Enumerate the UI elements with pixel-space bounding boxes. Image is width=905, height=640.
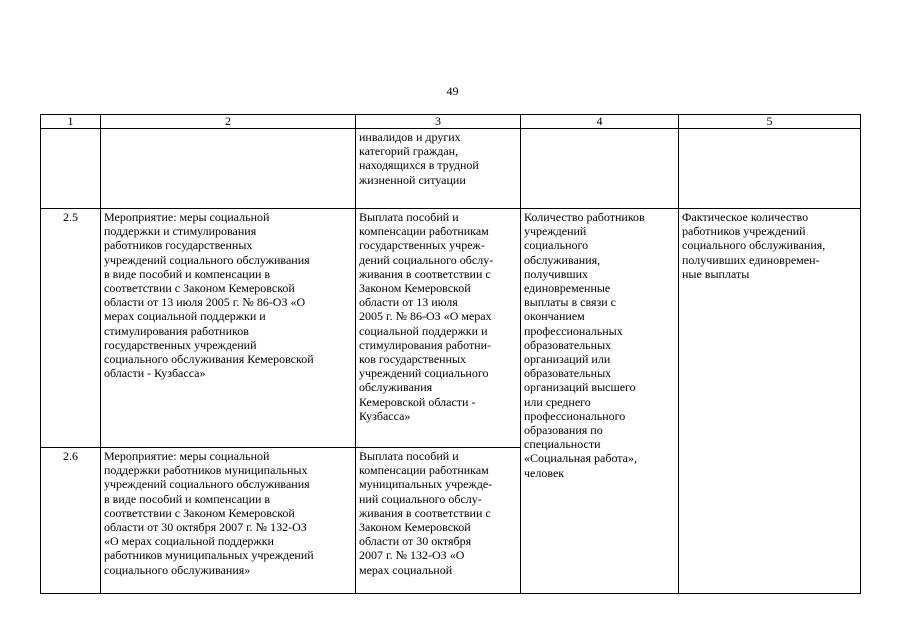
column-header-1: 1 xyxy=(41,115,101,129)
table-row-continuation xyxy=(41,129,861,209)
table-cell-empty xyxy=(521,129,679,209)
table-cell-empty xyxy=(101,129,356,209)
column-header-3: 3 xyxy=(356,115,521,129)
column-header-4: 4 xyxy=(521,115,679,129)
column-header-5: 5 xyxy=(679,115,861,129)
table-cell-continuation-description: инвалидов и других категорий граждан, находящихся в трудной жизненной ситуации xyxy=(356,129,521,209)
method-cell: Фактическое количество работников учреждений социального обслуживания, получивших единовремен- ные выплаты xyxy=(679,209,861,594)
event-cell: Мероприятие: меры социальной поддержки и стимулирования работников государственных учреждений социального обслуживания в виде пособий и компенсации в соответствии с Законом Кемеровской области от 13 июля 2005 г. № 86-ОЗ «О мерах социальной поддержки и стимулирования работников государственных учреждений социального обслуживания Кемеровской области - Кузбасса» xyxy=(101,209,356,448)
description-cell: Выплата пособий и компенсации работникам муниципальных учрежде- ний социального обслу- живания в соответствии с Законом Кемеровской области от 30 октября 2007 г. № 132-ОЗ «О мерах социальной xyxy=(356,448,521,594)
event-cell: Мероприятие: меры социальной поддержки работников муниципальных учреждений социального обслуживания в виде пособий и компенсации в соответствии с Законом Кемеровской области от 30 октября 2007 г. № 132-ОЗ «О мерах социальной поддержки работников муниципальных учреждений социального обслуживания» xyxy=(101,448,356,594)
document-table xyxy=(40,114,861,594)
row-number: 2.6 xyxy=(41,448,101,594)
table-cell-empty xyxy=(41,129,101,209)
indicator-cell: Количество работников учреждений социального обслуживания, получивших единовременные выплаты в связи с окончанием профессиональных образовательных организаций или образовательных организаций высшего или среднего профессионального образования по специальности «Социальная работа», человек xyxy=(521,209,679,594)
row-number: 2.5 xyxy=(41,209,101,448)
table-row-2-5 xyxy=(41,209,861,448)
column-header-2: 2 xyxy=(101,115,356,129)
description-cell: Выплата пособий и компенсации работникам государственных учреж- дений социального обслу- живания в соответствии с Законом Кемеровской области от 13 июля 2005 г. № 86-ОЗ «О мерах социальной поддержки и стимулирования работни- ков государственных учреждений социального обслуживания Кемеровской области - Кузбасса» xyxy=(356,209,521,448)
page-number: 49 xyxy=(446,84,459,98)
table-header-row xyxy=(41,115,861,129)
table-cell-empty xyxy=(679,129,861,209)
